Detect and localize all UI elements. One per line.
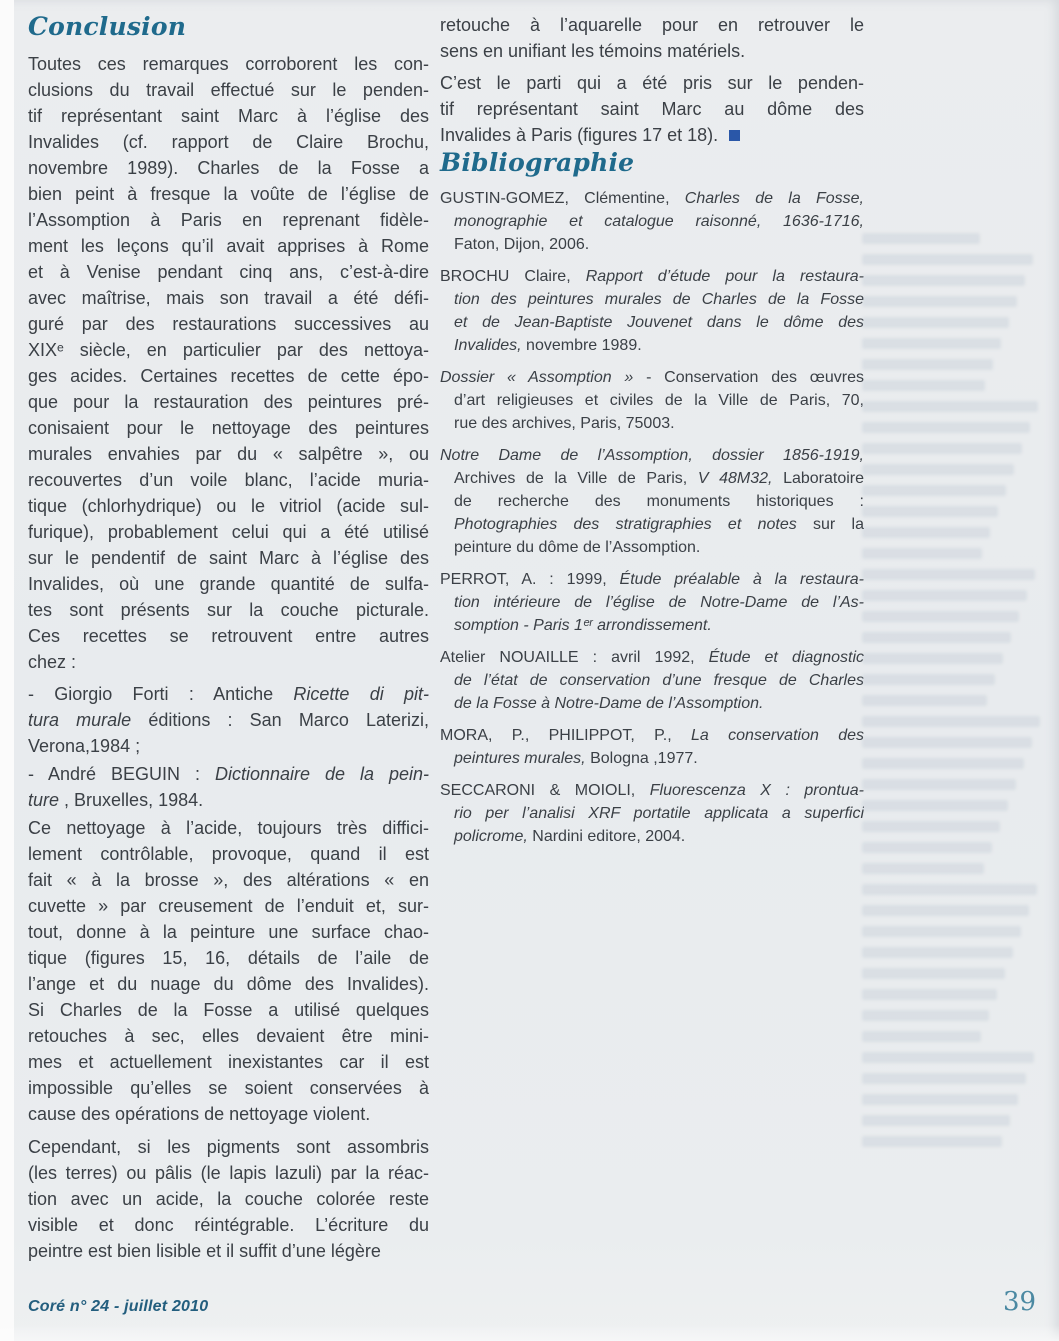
bibliography-reference [440, 444, 864, 559]
text-line: Verona,1984 ; [28, 736, 141, 756]
text-line: Archives de la Ville de Paris, V 48M32, Laboratoire [454, 470, 864, 487]
text-line: cuvette » par creusement de l’enduit et, sur- [28, 896, 429, 916]
text-line: monographie et catalogue raisonné, 1636-1716, [454, 213, 864, 230]
text-line: MORA, P., PHILIPPOT, P., La conservation des [440, 727, 864, 744]
text-line: l’Assomption à Paris en reprenant fidèle- [28, 210, 429, 230]
bleedthrough-line [862, 947, 1013, 958]
bleedthrough-line [862, 1115, 1010, 1126]
text-line: XIXᵉ siècle, en particulier par des nettoya- [28, 340, 429, 360]
text-line: policrome, Nardini editore, 2004. [454, 828, 686, 845]
text-line: Invalides, novembre 1989. [454, 337, 642, 354]
text-line: (les terres) ou pâlis (le lapis lazuli) par la réac- [28, 1163, 429, 1183]
text-line: BROCHU Claire, Rapport d’étude pour la restaura- [440, 268, 864, 285]
text-line: Faton, Dijon, 2006. [454, 236, 590, 253]
text-line: de la Fosse à Notre-Dame de l’Assomption. [454, 695, 764, 712]
bibliography-reference [440, 366, 864, 435]
text-line: et à Venise pendant cinq ans, c’est-à-dire [28, 262, 429, 282]
text-line: Ce nettoyage à l’acide, toujours très diffici- [28, 818, 429, 838]
bleedthrough-line [862, 695, 987, 706]
text-line: tura murale éditions : San Marco Laterizi, [28, 710, 429, 730]
text-line: tion intérieure de l’église de Notre-Dame de l’As- [454, 594, 864, 611]
bleedthrough-line [862, 863, 984, 874]
bibliography-reference [440, 568, 864, 637]
text-line: recouvertes d’un voile blanc, l’acide muria- [28, 470, 429, 490]
text-line: - André BEGUIN : Dictionnaire de la pein- [28, 764, 429, 784]
article-column-right [440, 12, 864, 848]
bleedthrough-line [862, 905, 1029, 916]
bibliography-list [440, 187, 864, 848]
text-line: d’art religieuses et civiles de la Ville de Paris, 70, [454, 392, 864, 409]
bleedthrough-line [862, 1073, 1026, 1084]
text-line: furique), probablement celui qui a été utilisé [28, 522, 429, 542]
text-line: Invalides (cf. rapport de Claire Brochu, [28, 132, 429, 152]
text-line: novembre 1989). Charles de la Fosse a [28, 158, 429, 178]
text-line: bien peint à fresque la voûte de l’église de [28, 184, 429, 204]
text-line: SECCARONI & MOIOLI, Fluorescenza X : prontua- [440, 782, 864, 799]
text-line: murales envahies par du « salpêtre », ou [28, 444, 429, 464]
bleedthrough-line [862, 800, 1008, 811]
text-line: cause des opérations de nettoyage violent. [28, 1104, 371, 1124]
bibliography-reference [440, 779, 864, 848]
text-line: PERROT, A. : 1999, Étude préalable à la restaura- [440, 571, 864, 588]
bleedthrough-line [862, 611, 1019, 622]
text-line: retouches à sec, elles devaient être mini- [28, 1026, 429, 1046]
text-line: Photographies des stratigraphies et notes sur la [454, 516, 864, 533]
text-line: tif représentant saint Marc à l’église des [28, 106, 429, 126]
bleedthrough-line [862, 233, 980, 244]
text-line: avec maîtrise, mais son travail a été défi- [28, 288, 429, 308]
text-line: Atelier NOUAILLE : avril 1992, Étude et diagnostic [440, 649, 864, 666]
bleedthrough-line [862, 401, 1038, 412]
text-line: somption - Paris 1ᵉʳ arrondissement. [454, 617, 712, 634]
bleedthrough-line [862, 1094, 1018, 1105]
bibliography-reference [440, 187, 864, 256]
bleedthrough-line [862, 758, 1024, 769]
text-line: ges acides. Certaines recettes de cette épo- [28, 366, 429, 386]
text-line: chez : [28, 652, 77, 672]
bleedthrough-line [862, 842, 992, 853]
conclusion-paragraph [28, 51, 429, 675]
bleedthrough-line [862, 506, 998, 517]
bleedthrough-line [862, 737, 1032, 748]
text-line: tion avec un acide, la couche colorée reste [28, 1189, 429, 1209]
text-line: sens en unifiant les témoins matériels. [440, 41, 746, 61]
text-line: fait « à la brosse », des altérations « en [28, 870, 429, 890]
bleedthrough-line [862, 1052, 1034, 1063]
text-line: rue des archives, Paris, 75003. [454, 415, 675, 432]
text-line: peintures murales, Bologna ,1977. [454, 750, 698, 767]
text-line: tout, donne à la peinture une surface chao- [28, 922, 429, 942]
bleedthrough-line [862, 443, 1022, 454]
continuation-paragraph [440, 12, 864, 64]
text-line: tique (figures 15, 16, détails de l’aile de [28, 948, 429, 968]
text-line: guré par des restaurations successives au [28, 314, 429, 334]
bleedthrough-line [862, 359, 993, 370]
text-line: que pour la restauration des peintures pré- [28, 392, 429, 412]
bleedthrough-line [862, 653, 1003, 664]
bibliography-reference [440, 724, 864, 770]
bleedthrough-line [862, 296, 1017, 307]
text-line: l’ange et du nuage du dôme des Invalides). [28, 974, 429, 994]
text-line: clusions du travail effectué sur le penden- [28, 80, 429, 100]
text-line: ture , Bruxelles, 1984. [28, 790, 204, 810]
page-bleedthrough [862, 233, 1042, 1173]
text-line: Si Charles de la Fosse a utilisé quelques [28, 1000, 429, 1020]
text-line: Invalides à Paris (figures 17 et 18). [440, 122, 864, 148]
text-line: Toutes ces remarques corroborent les con- [28, 54, 429, 74]
text-line: tique (chlorhydrique) ou le vitriol (acide sul- [28, 496, 429, 516]
reference-item-forti [28, 681, 429, 759]
text-line: tion des peintures murales de Charles de la Fosse [454, 291, 864, 308]
end-of-article-marker-icon [729, 130, 740, 141]
text-line: Notre Dame de l’Assomption, dossier 1856-1919, [440, 447, 864, 464]
text-line: Dossier « Assomption » - Conservation des œuvres [440, 369, 864, 386]
text-line: tes sont présents sur la couche picturale. [28, 600, 429, 620]
text-line: C’est le parti qui a été pris sur le penden- [440, 73, 864, 93]
bibliography-heading: Bibliographie [440, 148, 635, 177]
text-line: tif représentant saint Marc au dôme des [440, 99, 864, 119]
reference-item-beguin [28, 761, 429, 813]
bleedthrough-line [862, 254, 1033, 265]
bleedthrough-line [862, 1031, 981, 1042]
bleedthrough-line [862, 380, 985, 391]
bleedthrough-line [862, 821, 1000, 832]
text-line: GUSTIN-GOMEZ, Clémentine, Charles de la Fosse, [440, 190, 864, 207]
bleedthrough-line [862, 569, 1035, 580]
text-line: de recherche des monuments historiques : [454, 493, 864, 510]
bleedthrough-line [862, 632, 1011, 643]
bleedthrough-line [862, 590, 1027, 601]
bleedthrough-line [862, 485, 1006, 496]
text-line: rio per l’analisi XRF portatile applicata a superfici [454, 805, 864, 822]
bleedthrough-line [862, 338, 1001, 349]
bleedthrough-line [862, 317, 1009, 328]
text-line: retouche à l’aquarelle pour en retrouver le [440, 15, 864, 35]
closing-paragraph [440, 70, 864, 148]
text-line: - Giorgio Forti : Antiche Ricette di pit- [28, 684, 429, 704]
conclusion-heading: Conclusion [28, 12, 187, 41]
bibliography-reference [440, 265, 864, 357]
bleedthrough-line [862, 527, 990, 538]
bleedthrough-line [862, 422, 1030, 433]
journal-footer: Coré n° 24 - juillet 2010 [28, 1298, 209, 1315]
bleedthrough-line [862, 968, 1005, 979]
text-line: Invalides, où une grande quantité de sulfa- [28, 574, 429, 594]
text-line: ment les leçons qu’il avait apprises à Rome [28, 236, 429, 256]
cleaning-paragraph [28, 815, 429, 1127]
text-line: de l’état de conservation d’une fresque de Charles [454, 672, 864, 689]
text-line: sur le pendentif de saint Marc à l’église des [28, 548, 429, 568]
bleedthrough-line [862, 716, 1040, 727]
bleedthrough-line [862, 548, 982, 559]
article-column-left [28, 12, 429, 1264]
bleedthrough-line [862, 1136, 1002, 1147]
bibliography-reference [440, 646, 864, 715]
bleedthrough-line [862, 1010, 989, 1021]
bleedthrough-line [862, 275, 1025, 286]
bleedthrough-line [862, 464, 1014, 475]
text-line: peintre est bien lisible et il suffit d’une légère [28, 1241, 381, 1261]
text-line: Ces recettes se retrouvent entre autres [28, 626, 429, 646]
text-line: et de Jean-Baptiste Jouvenet dans le dôme des [454, 314, 864, 331]
bleedthrough-line [862, 926, 1021, 937]
pigments-paragraph [28, 1134, 429, 1264]
text-line: lement contrôlable, provoque, quand il est [28, 844, 429, 864]
page-number: 39 [1003, 1287, 1037, 1317]
text-line: peinture du dôme de l’Assomption. [454, 539, 701, 556]
text-line: Cependant, si les pigments sont assombris [28, 1137, 429, 1157]
text-line: conisaient pour le nettoyage des peintures [28, 418, 429, 438]
text-line: visible et donc réintégrable. L’écriture du [28, 1215, 429, 1235]
bleedthrough-line [862, 884, 1037, 895]
bleedthrough-line [862, 989, 997, 1000]
bleedthrough-line [862, 779, 1016, 790]
text-line: mes et actuellement inexistantes car il est [28, 1052, 429, 1072]
text-line: impossible qu’elles se soient conservées à [28, 1078, 429, 1098]
bleedthrough-line [862, 674, 995, 685]
